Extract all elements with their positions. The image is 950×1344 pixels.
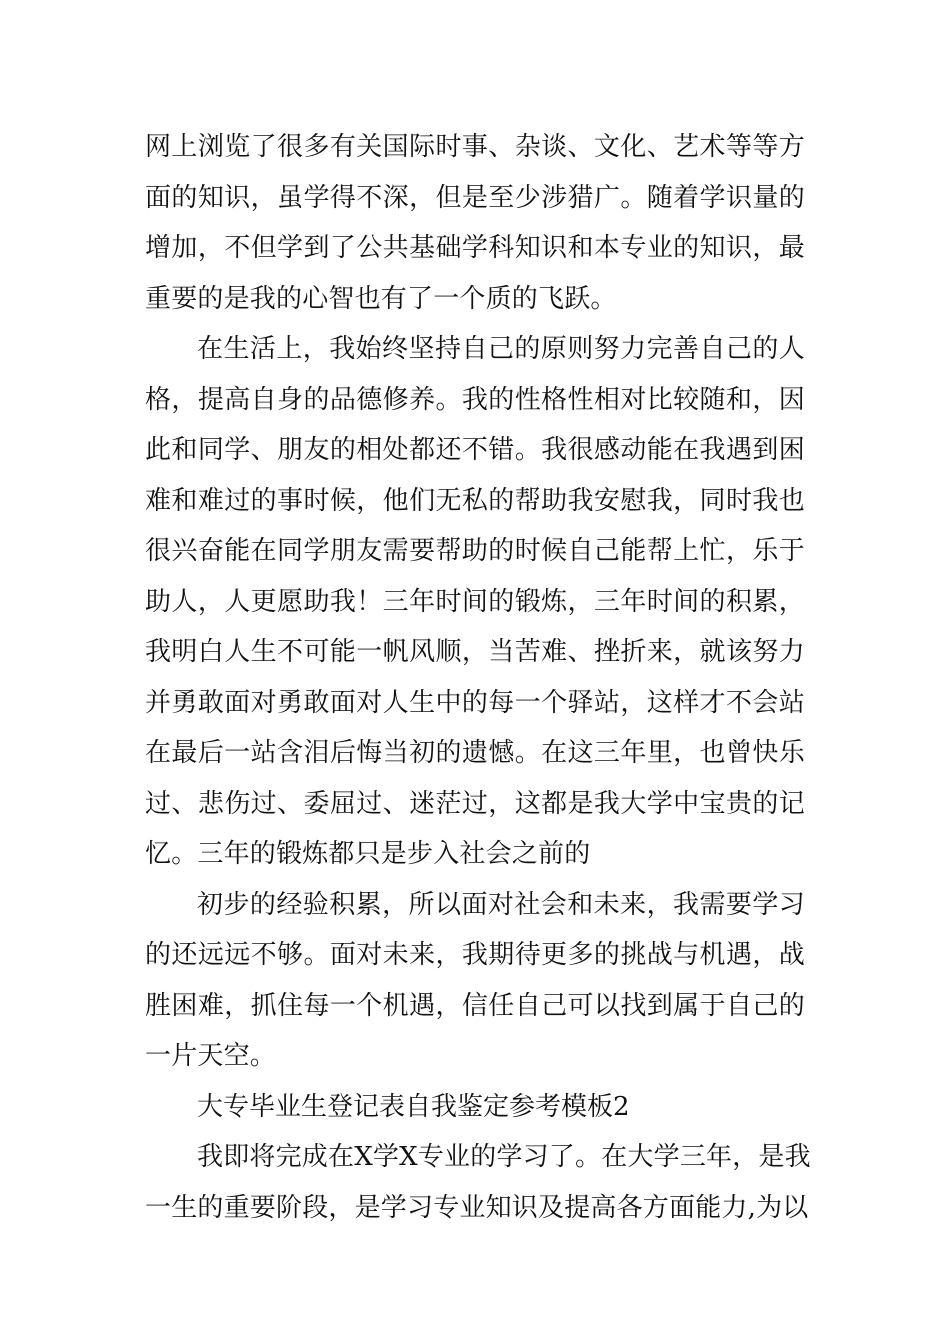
text-line: 网上浏览了很多有关国际时事、杂谈、文化、艺术等等方: [145, 132, 805, 162]
text-line: 一片天空。: [145, 1041, 277, 1071]
document-body: [145, 122, 811, 1233]
text-line: 重要的是我的心智也有了一个质的飞跃。: [145, 283, 617, 314]
text-line: 初步的经验积累，所以面对社会和未来，我需要学习: [197, 889, 805, 920]
text-line: 此和同学、朋友的相处都还不错。我很感动能在我遇到困: [145, 435, 805, 465]
text-line: 难和难过的事时候，他们无私的帮助我安慰我，同时我也: [145, 485, 805, 516]
text-line: 我即将完成在X学X专业的学习了。在大学三年，是我: [197, 1142, 811, 1172]
paragraph-1: [145, 122, 805, 324]
section-heading: [145, 1082, 805, 1133]
text-line: 面的知识，虽学得不深，但是至少涉猎广。随着学识量的: [145, 182, 805, 213]
text-line: 助人，人更愿助我！三年时间的锻炼，三年时间的积累，: [145, 586, 805, 617]
text-line: 一生的重要阶段，是学习专业知识及提高各方面能力,为以: [145, 1192, 809, 1223]
paragraph-4: [145, 1132, 811, 1233]
text-line: 在最后一站含泪后悔当初的遗憾。在这三年里，也曾快乐: [145, 738, 805, 768]
paragraph-2: [145, 324, 805, 880]
text-line: 在生活上，我始终坚持自己的原则努力完善自己的人: [197, 334, 805, 364]
text-line: 很兴奋能在同学朋友需要帮助的时候自己能帮上忙，乐于: [145, 536, 805, 566]
text-line: 增加，不但学到了公共基础学科知识和本专业的知识，最: [145, 233, 805, 263]
text-line: 忆。三年的锻炼都只是步入社会之前的: [145, 839, 591, 869]
text-line: 的还远远不够。面对未来，我期待更多的挑战与机遇，战: [145, 940, 805, 970]
heading-line: 大专毕业生登记表自我鉴定参考模板2: [197, 1091, 630, 1122]
text-line: 胜困难，抓住每一个机遇，信任自己可以找到属于自己的: [145, 990, 805, 1021]
text-line: 我明白人生不可能一帆风顺，当苦难、挫折来，就该努力: [145, 637, 805, 667]
text-line: 并勇敢面对勇敢面对人生中的每一个驿站，这样才不会站: [145, 687, 805, 718]
text-line: 过、悲伤过、委屈过、迷茫过，这都是我大学中宝贵的记: [145, 788, 805, 819]
text-line: 格，提高自身的品德修养。我的性格性相对比较随和，因: [145, 384, 805, 415]
paragraph-3: [145, 880, 805, 1082]
